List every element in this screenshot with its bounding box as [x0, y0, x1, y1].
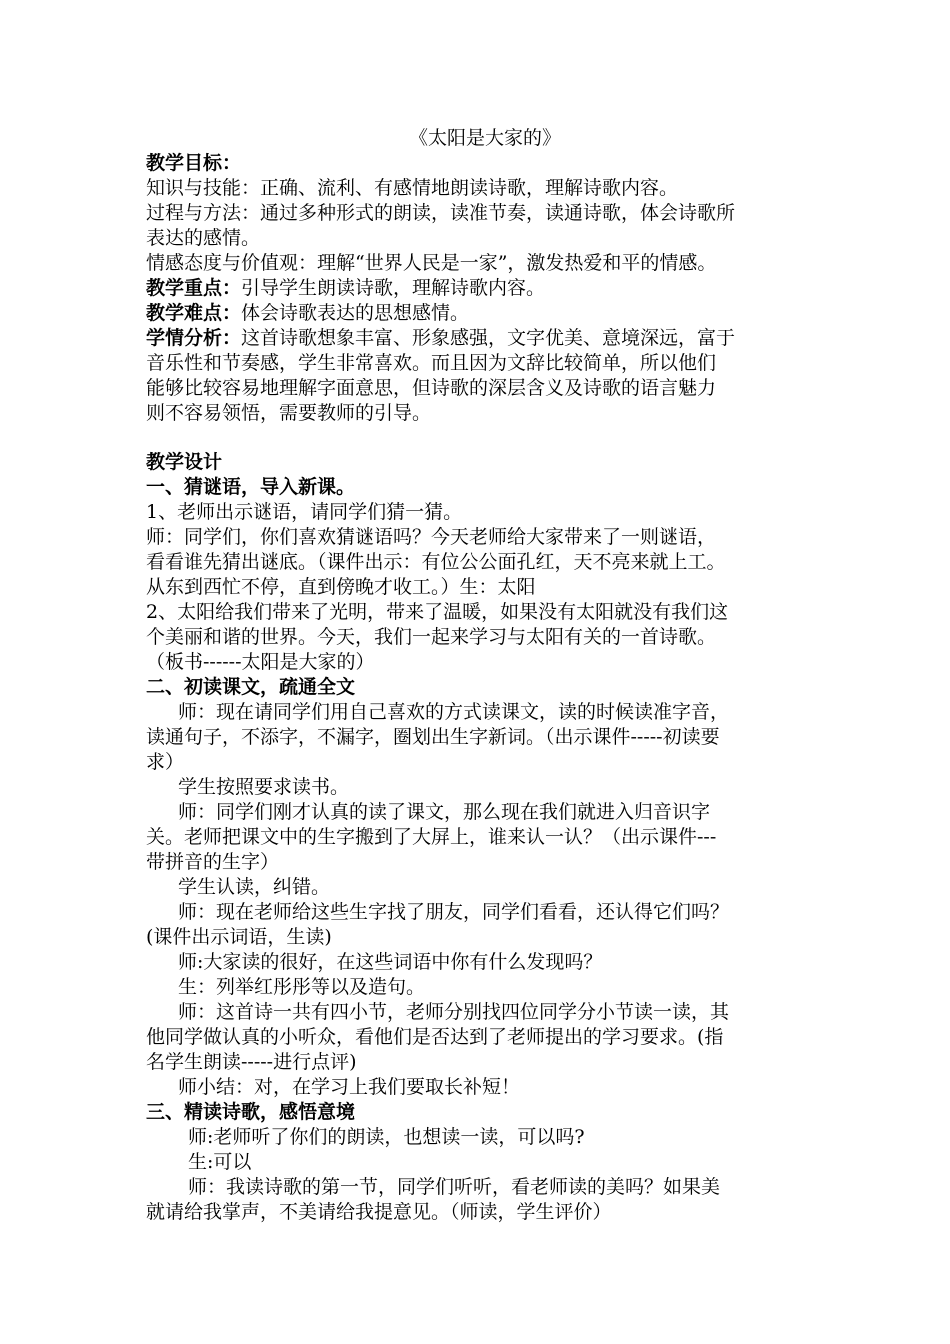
analysis-row	[146, 326, 850, 350]
difficulty-row	[146, 301, 850, 325]
section2-line: 学生认读，纠错。	[178, 876, 331, 898]
analysis-text-line1: 这首诗歌想象丰富、形象感强，文字优美、意境深远，富于	[241, 327, 736, 349]
section3-line: 就请给我掌声，不美请给我提意见。（师读，学生评价）	[146, 1201, 612, 1223]
goal-process-line2: 表达的感情。	[146, 227, 261, 249]
section3-line: 师:老师听了你们的朗读，也想读一读，可以吗?	[188, 1126, 585, 1148]
focus-label: 教学重点：	[146, 277, 242, 299]
focus-text: 引导学生朗读诗歌，理解诗歌内容。	[241, 277, 546, 299]
difficulty-text: 体会诗歌表达的思想感情。	[241, 302, 470, 324]
section2-line: 他同学做认真的小听众，看他们是否达到了老师提出的学习要求。(指	[146, 1026, 724, 1048]
section1-line: 1、老师出示谜语，请同学们猜一猜。	[146, 501, 463, 523]
document-title: 《太阳是大家的》	[408, 127, 561, 149]
section2-line: 师：现在老师给这些生字找了朋友，同学们看看，还认得它们吗？	[178, 901, 730, 923]
section3-heading: 三、精读诗歌，感悟意境	[146, 1101, 356, 1123]
section2-line: 师:大家读的很好，在这些词语中你有什么发现吗？	[178, 951, 603, 973]
section1-line: 师：同学们，你们喜欢猜谜语吗？今天老师给大家带来了一则谜语，	[146, 526, 717, 548]
section3-line: 师：我读诗歌的第一节，同学们听听，看老师读的美吗？如果美	[188, 1176, 721, 1198]
goal-emotion: 情感态度与价值观：理解“世界人民是一家”，激发热爱和平的情感。	[146, 252, 717, 274]
analysis-text-line3: 能够比较容易地理解字面意思，但诗歌的深层含义及诗歌的语言魅力	[146, 377, 717, 399]
goal-process-line1: 过程与方法：通过多种形式的朗读，读准节奏，读通诗歌，体会诗歌所	[146, 202, 736, 224]
section2-line: 关。老师把课文中的生字搬到了大屏上，谁来认一认？（出示课件---	[146, 826, 717, 848]
difficulty-label: 教学难点：	[146, 302, 242, 324]
section2-heading: 二、初读课文，疏通全文	[146, 676, 356, 698]
section2-line: 名学生朗读-----进行点评)	[146, 1051, 357, 1073]
section2-line: 带拼音的生字）	[146, 851, 280, 873]
section3-line: 生:可以	[188, 1151, 252, 1173]
section2-line: (课件出示词语，生读)	[146, 926, 332, 948]
section1-line: 从东到西忙不停，直到傍晚才收工。）生：太阳	[146, 576, 536, 598]
section2-line: 求）	[146, 751, 185, 773]
analysis-label: 学情分析：	[146, 327, 242, 349]
section2-line: 读通句子，不添字，不漏字，圈划出生字新词。（出示课件-----初读要	[146, 726, 720, 748]
analysis-text-line2: 音乐性和节奏感，学生非常喜欢。而且因为文辞比较简单，所以他们	[146, 352, 717, 374]
section1-line: 个美丽和谐的世界。今天，我们一起来学习与太阳有关的一首诗歌。	[146, 626, 717, 648]
section2-line: 师小结：对，在学习上我们要取长补短！	[178, 1076, 521, 1098]
section2-line: 师：同学们刚才认真的读了课文，那么现在我们就进入归音识字	[178, 801, 711, 823]
section2-line: 师：这首诗一共有四小节，老师分别找四位同学分小节读一读，其	[178, 1001, 730, 1023]
section2-line: 生：列举红彤彤等以及造句。	[178, 976, 426, 998]
section1-heading: 一、猜谜语，导入新课。	[146, 476, 356, 498]
focus-row	[146, 276, 850, 300]
section2-line: 学生按照要求读书。	[178, 776, 350, 798]
section1-line: （板书------太阳是大家的）	[146, 651, 375, 673]
analysis-text-line4: 则不容易领悟，需要教师的引导。	[146, 402, 432, 424]
section2-line: 师：现在请同学们用自己喜欢的方式读课文，读的时候读准字音，	[178, 701, 730, 723]
design-heading: 教学设计	[146, 451, 223, 473]
goal-knowledge: 知识与技能：正确、流利、有感情地朗读诗歌，理解诗歌内容。	[146, 177, 679, 199]
section1-line: 看看谁先猜出谜底。（课件出示：有位公公面孔红，天不亮来就上工。	[146, 551, 726, 573]
goals-heading: 教学目标：	[146, 152, 242, 174]
section1-line: 2、太阳给我们带来了光明，带来了温暖，如果没有太阳就没有我们这	[146, 601, 729, 623]
